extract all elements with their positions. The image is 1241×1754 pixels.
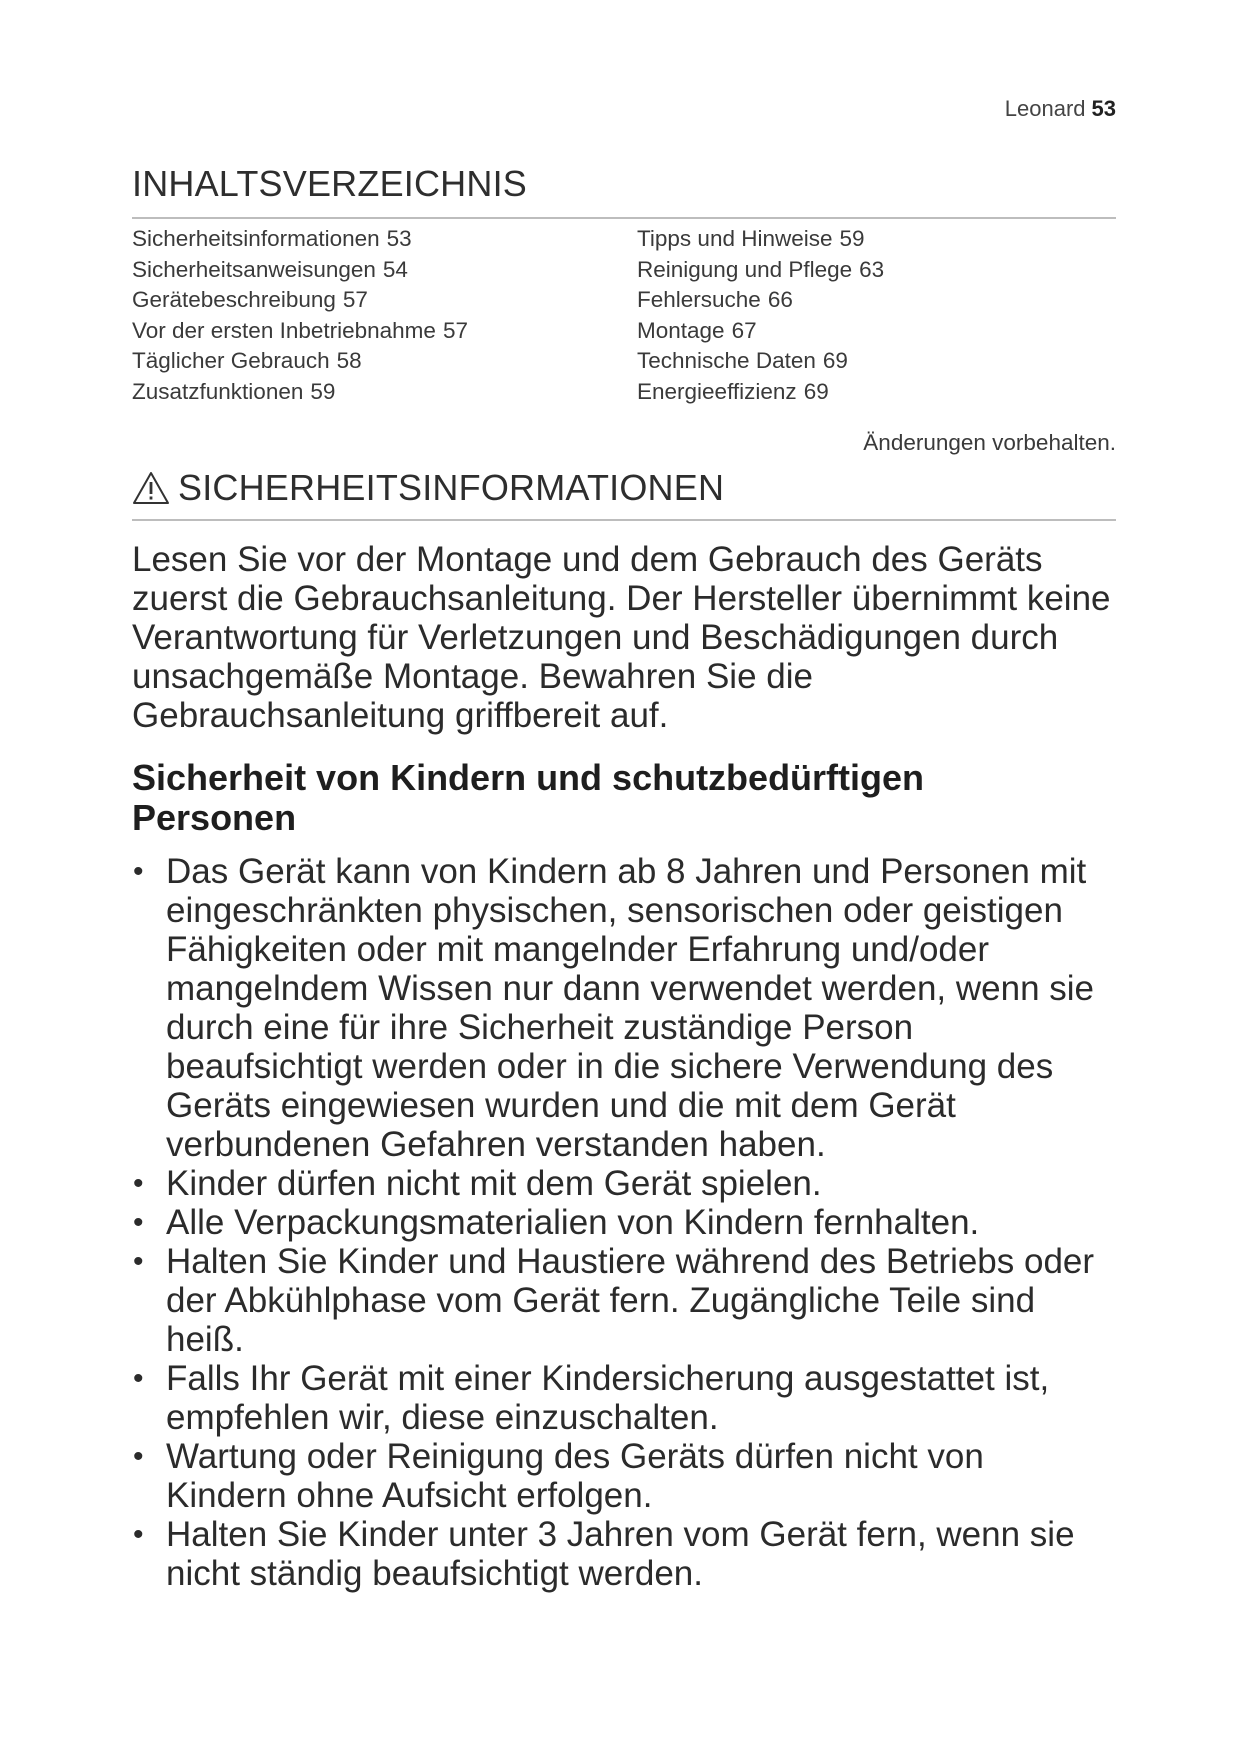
item-line: Kindern ohne Aufsicht erfolgen. xyxy=(166,1476,653,1515)
item-line: Alle Verpackungsmaterialien von Kindern fernhalten. xyxy=(166,1203,980,1242)
children-safety-list xyxy=(132,852,1116,1593)
toc-entry-label: Vor der ersten Inbetriebnahme xyxy=(132,317,436,343)
toc-entry[interactable] xyxy=(132,255,637,286)
toc-entry[interactable] xyxy=(637,377,884,408)
page-number: 53 xyxy=(1091,96,1116,121)
toc-entry[interactable] xyxy=(637,224,884,255)
toc-entry[interactable] xyxy=(637,285,884,316)
item-line: Geräts eingewiesen wurden und die mit dem Gerät xyxy=(166,1086,956,1125)
toc-entry-page: 69 xyxy=(803,378,829,404)
safety-header xyxy=(132,467,1116,509)
safety-divider xyxy=(132,519,1116,521)
toc-entry[interactable] xyxy=(132,224,637,255)
toc-entry-label: Tipps und Hinweise xyxy=(637,226,833,251)
bullet-icon: • xyxy=(133,855,144,888)
item-line: Fähigkeiten oder mit mangelnder Erfahrung und/oder xyxy=(166,930,989,969)
safety-section xyxy=(132,467,1116,1593)
toc-entry-label: Reinigung und Pflege xyxy=(637,256,853,282)
warning-triangle-icon xyxy=(132,471,170,505)
toc-entry-label: Montage xyxy=(637,317,725,343)
intro-line: Lesen Sie vor der Montage und dem Gebrauch des Geräts xyxy=(132,540,1043,579)
toc-entry-label: Gerätebeschreibung xyxy=(132,287,336,313)
toc-entry-page: 63 xyxy=(859,256,885,282)
heading-line: Sicherheit von Kindern und schutzbedürftigen xyxy=(132,757,925,798)
item-line: Falls Ihr Gerät mit einer Kindersicherung ausgestattet ist, xyxy=(166,1359,1050,1398)
toc-entry-label: Sicherheitsinformationen xyxy=(132,226,380,251)
list-item xyxy=(132,1164,1116,1203)
item-line: der Abkühlphase vom Gerät fern. Zugängliche Teile sind xyxy=(166,1281,1036,1320)
bullet-icon: • xyxy=(133,1167,144,1200)
toc-divider xyxy=(132,217,1116,219)
children-safety-heading xyxy=(132,758,1116,838)
bullet-icon: • xyxy=(133,1440,144,1473)
toc-entry-page: 59 xyxy=(839,226,865,251)
toc-entry[interactable] xyxy=(132,316,637,347)
toc-entry[interactable] xyxy=(132,285,637,316)
intro-line: unsachgemäße Montage. Bewahren Sie die xyxy=(132,657,813,696)
item-line: Halten Sie Kinder und Haustiere während des Betriebs oder xyxy=(166,1242,1095,1281)
toc-entry-label: Täglicher Gebrauch xyxy=(132,348,330,374)
bullet-icon: • xyxy=(133,1362,144,1395)
toc-entry-page: 67 xyxy=(731,317,757,343)
item-line: nicht ständig beaufsichtigt werden. xyxy=(166,1554,703,1593)
toc-entry-label: Technische Daten xyxy=(637,348,816,374)
list-item xyxy=(132,1359,1116,1437)
intro-line: Verantwortung für Verletzungen und Beschädigungen durch xyxy=(132,618,1059,657)
toc-entry[interactable] xyxy=(637,255,884,286)
page-header xyxy=(1005,96,1116,122)
heading-line: Personen xyxy=(132,797,297,838)
intro-line: Gebrauchsanleitung griffbereit auf. xyxy=(132,696,669,735)
list-item xyxy=(132,1437,1116,1515)
toc-entry-label: Energieeffizienz xyxy=(637,378,797,404)
item-line: Das Gerät kann von Kindern ab 8 Jahren und Personen mit xyxy=(166,852,1087,891)
toc-entry-page: 54 xyxy=(382,256,408,282)
bullet-icon: • xyxy=(133,1206,144,1239)
item-line: Halten Sie Kinder unter 3 Jahren vom Gerät fern, wenn sie xyxy=(166,1515,1075,1554)
toc-entry-page: 57 xyxy=(342,287,368,313)
safety-intro xyxy=(132,540,1116,735)
toc-entry[interactable] xyxy=(132,346,637,377)
toc-entry[interactable] xyxy=(637,316,884,347)
bullet-icon: • xyxy=(133,1245,144,1278)
toc-column-left xyxy=(132,224,637,408)
brand-name: Leonard xyxy=(1004,96,1086,121)
toc-entry-page: 53 xyxy=(386,226,412,251)
item-line: Kinder dürfen nicht mit dem Gerät spielen. xyxy=(166,1164,822,1203)
toc-entry[interactable] xyxy=(132,377,637,408)
toc-entry[interactable] xyxy=(637,346,884,377)
list-item xyxy=(132,1203,1116,1242)
table-of-contents xyxy=(132,163,1116,408)
toc-entry-page: 58 xyxy=(336,348,362,374)
list-item xyxy=(132,1515,1116,1593)
intro-line: zuerst die Gebrauchsanleitung. Der Hersteller übernimmt keine xyxy=(132,579,1111,618)
item-line: durch eine für ihre Sicherheit zuständige Person xyxy=(166,1008,914,1047)
toc-entry-page: 59 xyxy=(310,378,336,404)
item-line: beaufsichtigt werden oder in die sichere Verwendung des xyxy=(166,1047,1054,1086)
toc-column-right xyxy=(637,224,884,408)
toc-entry-label: Sicherheitsanweisungen xyxy=(132,256,376,282)
list-item xyxy=(132,852,1116,1164)
bullet-icon: • xyxy=(133,1518,144,1551)
toc-entry-label: Fehlersuche xyxy=(637,287,761,313)
item-line: eingeschränkten physischen, sensorischen oder geistigen xyxy=(166,891,1063,930)
item-line: verbundenen Gefahren verstanden haben. xyxy=(166,1125,826,1164)
item-line: heiß. xyxy=(166,1320,244,1359)
toc-entry-page: 57 xyxy=(442,317,468,343)
safety-title: SICHERHEITSINFORMATIONEN xyxy=(178,467,725,508)
change-notice: Änderungen vorbehalten. xyxy=(863,430,1116,455)
toc-title: INHALTSVERZEICHNIS xyxy=(132,163,527,204)
toc-entry-page: 69 xyxy=(822,348,848,374)
item-line: empfehlen wir, diese einzuschalten. xyxy=(166,1398,719,1437)
list-item xyxy=(132,1242,1116,1359)
toc-entry-page: 66 xyxy=(767,287,793,313)
item-line: mangelndem Wissen nur dann verwendet werden, wenn sie xyxy=(166,969,1095,1008)
toc-columns xyxy=(132,224,1116,408)
item-line: Wartung oder Reinigung des Geräts dürfen nicht von xyxy=(166,1437,984,1476)
toc-entry-label: Zusatzfunktionen xyxy=(132,378,304,404)
